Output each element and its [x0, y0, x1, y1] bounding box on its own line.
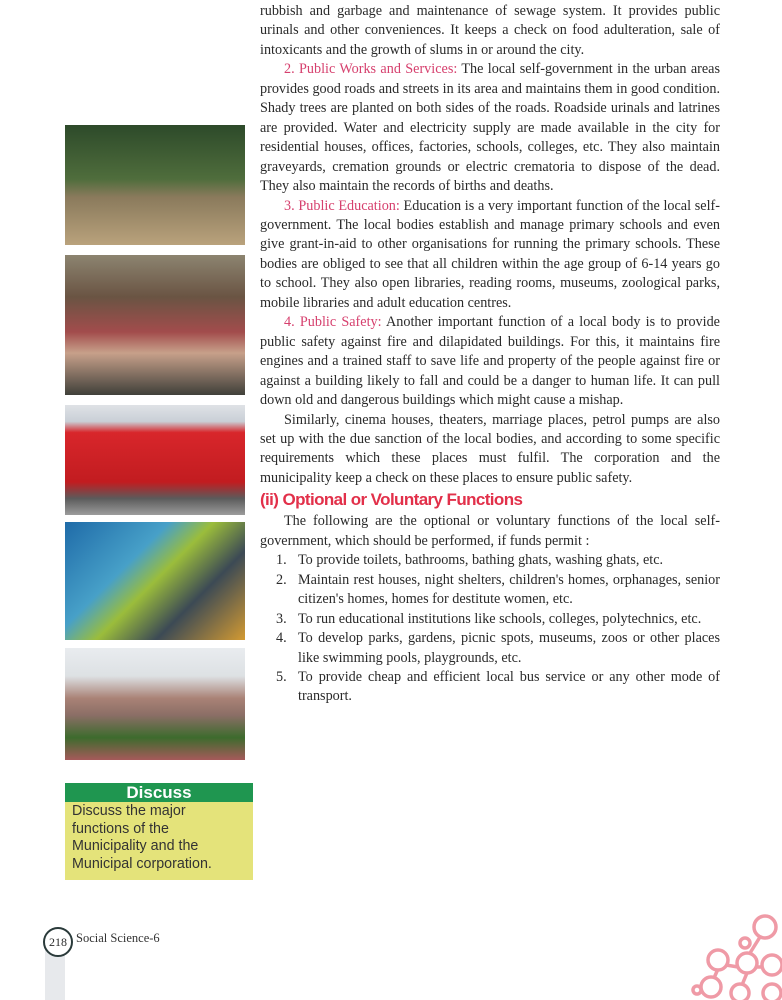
paragraph-heading: 2. Public Works and Services:	[284, 61, 458, 78]
discuss-title: Discuss	[65, 783, 253, 802]
list-item	[260, 571, 720, 610]
functions-list	[260, 551, 720, 707]
paragraph	[260, 313, 720, 410]
list-number: 4.	[276, 630, 287, 647]
paragraph-text: The local self-government in the urban areas provides good roads and streets in its area and maintains them in good condition. Shady trees are planted on both sides of the roads. Roadside urinals and latrines are provided. Water and electricity supply are made available in the city for residential houses, offices, factories, schools, colleges, etc. They also maintain graveyards, cremation grounds or electric crematoria to dispose of the dead. They also maintain the records of births and deaths.	[260, 61, 720, 195]
discuss-text: Discuss the major functions of the Municipality and the Municipal corporation.	[72, 803, 212, 872]
paragraph	[260, 197, 720, 314]
paragraph-text: rubbish and garbage and maintenance of sewage system. It provides public urinals and other conveniences. It keeps a check on food adulteration, sale of intoxicants and the growth of slums in or around the city.	[260, 3, 720, 58]
paragraph-text: Another important function of a local body is to provide public safety against fire and dilapidated buildings. For this, it maintains fire engines and a trained staff to save life and property of the people against fire or against a building likely to fall and could be a danger to human life. It can pull down old and dangerous buildings which might cause a mishap.	[260, 314, 720, 409]
list-text: Maintain rest houses, night shelters, children's homes, orphanages, senior citizen's homes, homes for destitute women, etc.	[298, 571, 720, 608]
paragraph-text: Similarly, cinema houses, theaters, marriage places, petrol pumps are also set up with the due sanction of the local bodies, and according to some specific requirements which these places must fulfil. The corporation and the municipality keep a check on these places to ensure public safety.	[260, 411, 720, 486]
book-title: Social Science-6	[76, 931, 160, 945]
decorative-circles-icon	[690, 905, 782, 1000]
paragraph-text: Education is a very important function of the local self-government. The local bodies establish and manage primary schools and even give grant-in-aid to other organisations for running the primary schools. These bodies are obliged to see that all children within the age group of 6-14 years go to school. They also open libraries, reading rooms, museums, zoological parks, mobile libraries and adult education centres.	[260, 197, 720, 311]
photo-cinema-box-office	[65, 522, 245, 640]
discuss-box	[65, 783, 253, 880]
main-text-column	[260, 2, 720, 707]
paragraph	[260, 60, 720, 196]
paragraph	[260, 411, 720, 489]
page-number: 218	[43, 927, 73, 957]
list-number: 3.	[276, 610, 287, 627]
list-text: To run educational institutions like schools, colleges, polytechnics, etc.	[298, 610, 702, 627]
list-item	[260, 629, 720, 668]
photo-dump-truck	[65, 125, 245, 245]
section-intro: The following are the optional or voluntary functions of the local self-government, which should be performed, if funds permit :	[260, 513, 720, 549]
list-text: To provide toilets, bathrooms, bathing ghats, washing ghats, etc.	[298, 552, 664, 569]
list-item	[260, 551, 720, 570]
list-item	[260, 668, 720, 707]
list-text: To provide cheap and efficient local bus service or any other mode of transport.	[298, 668, 720, 705]
section-heading: (ii) Optional or Voluntary Functions	[260, 490, 523, 510]
list-text: To develop parks, gardens, picnic spots, museums, zoos or other places like swimming pools, playgrounds, etc.	[298, 630, 720, 666]
paragraph-heading: 4. Public Safety:	[284, 314, 382, 331]
photo-institution-building	[65, 648, 245, 760]
paragraph	[260, 2, 720, 60]
photo-classroom	[65, 255, 245, 395]
list-item	[260, 610, 720, 629]
footer-bar	[45, 950, 65, 1000]
list-number: 1.	[276, 552, 287, 569]
list-number: 2.	[276, 571, 287, 588]
photo-fire-engine	[65, 405, 245, 515]
paragraph-heading: 3. Public Education:	[284, 197, 400, 214]
list-number: 5.	[276, 668, 287, 685]
